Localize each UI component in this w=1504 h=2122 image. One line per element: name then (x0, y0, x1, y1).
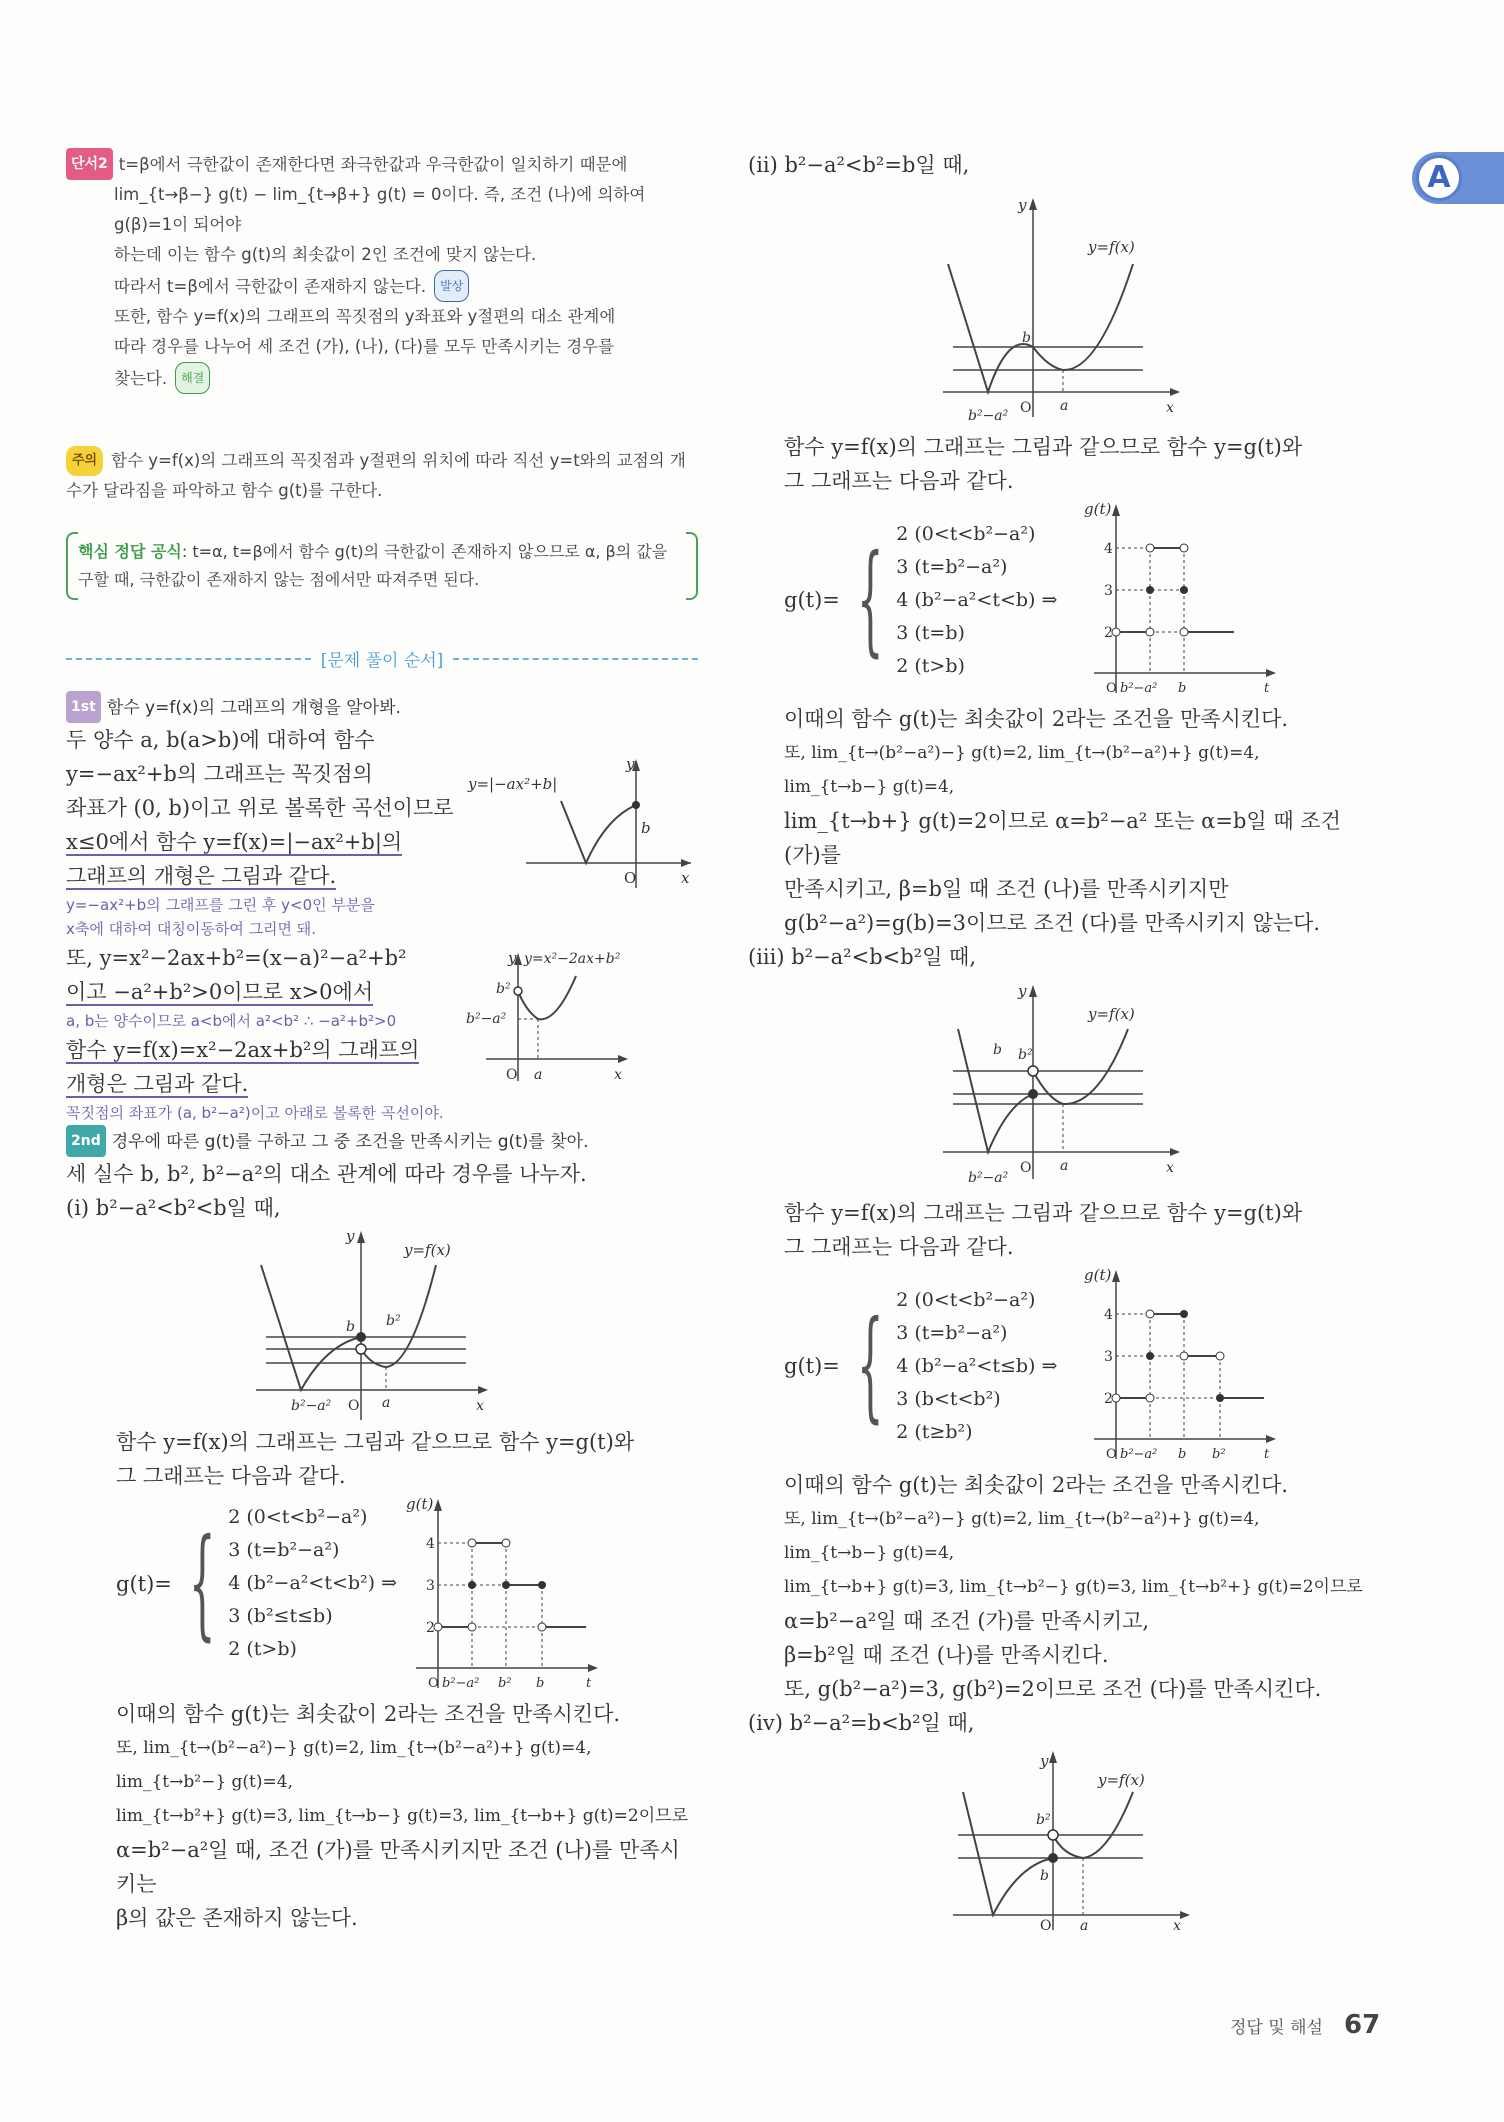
case3-text: 함수 y=f(x)의 그래프는 그림과 같으므로 함수 y=g(t)와 (784, 1201, 1303, 1225)
case2-piecewise (784, 506, 1084, 694)
parabola-graph-figure (466, 941, 696, 1091)
svg-text:4: 4 (426, 1536, 435, 1552)
key-formula-text: : t=α, t=β에서 함수 g(t)의 극한값이 존재하지 않으므로 α, β의 값을 구할 때, 극한값이 존재하지 않는 점에서만 따져주면 된다. (78, 542, 668, 589)
svg-text:b: b (1178, 1447, 1187, 1462)
case4-heading: (iv) b²−a²=b<b²일 때, (748, 1711, 975, 1735)
svg-text:O: O (506, 1067, 518, 1083)
caution-badge: 주의 (66, 446, 103, 476)
svg-text:4: 4 (1104, 1307, 1113, 1323)
svg-text:2: 2 (426, 1620, 435, 1636)
svg-text:b²: b² (496, 981, 511, 997)
svg-text:b²: b² (498, 1676, 512, 1691)
svg-text:b²: b² (1018, 1047, 1033, 1063)
right-column (748, 148, 1368, 1930)
key-formula-label: 핵심 정답 공식 (78, 542, 182, 561)
step2-title: 경우에 따른 g(t)를 구하고 그 중 조건을 만족시키는 g(t)를 찾아. (111, 1132, 589, 1152)
case3-conclusion: 또, g(b²−a²)=3, g(b²)=2이므로 조건 (다)를 만족시킨다. (784, 1677, 1322, 1701)
svg-text:b²: b² (386, 1313, 401, 1329)
svg-text:b²−a²: b²−a² (466, 1011, 507, 1027)
step2 (66, 1125, 698, 1935)
step2-badge: 2nd (66, 1125, 106, 1157)
case3-conclusion: 또, lim_{t→(b²−a²)−} g(t)=2, lim_{t→(b²−a²)+} g(t)=4, lim_{t→b−} g(t)=4, (784, 1509, 1260, 1563)
caution-block (66, 446, 698, 506)
step1-line: 개형은 그림과 같다. (66, 1072, 249, 1096)
svg-text:t: t (586, 1676, 592, 1691)
svg-text:b: b (536, 1676, 545, 1691)
svg-text:4: 4 (1104, 541, 1113, 557)
caution-text: 함수 y=f(x)의 그래프의 꼭짓점과 y절편의 위치에 따라 직선 y=t와의 교점의 개수가 달라짐을 파악하고 함수 g(t)를 구한다. (66, 451, 686, 500)
piecewise-lhs: g(t)= (784, 1354, 840, 1378)
case2-conclusion: lim_{t→b+} g(t)=2이므로 α=b²−a² 또는 α=b일 때 조건 (가)를 (784, 809, 1341, 867)
svg-text:y: y (346, 1227, 355, 1245)
piece-row: 3 (b<t<b²) (896, 1387, 1001, 1410)
case3-text: 그 그래프는 다음과 같다. (784, 1235, 1014, 1259)
svg-text:b: b (1178, 681, 1187, 696)
clue2-badge: 단서2 (66, 148, 113, 180)
case1-fx-graph (246, 1225, 506, 1425)
svg-text:b²−a²: b²−a² (1120, 1447, 1158, 1462)
piece-row: 2 (t≥b²) (896, 1420, 973, 1443)
svg-text:b: b (641, 819, 651, 837)
step1-line: 또, y=x²−2ax+b²=(x−a)²−a²+b² (66, 946, 407, 970)
key-formula-box (66, 532, 698, 600)
svg-text:y: y (1018, 196, 1027, 214)
case2-conclusion: 또, lim_{t→(b²−a²)−} g(t)=2, lim_{t→(b²−a²)+} g(t)=4, lim_{t→b−} g(t)=4, (784, 743, 1260, 797)
svg-text:b²−a²: b²−a² (968, 1170, 1009, 1184)
svg-text:b²: b² (1212, 1447, 1226, 1462)
clue2-block (66, 148, 698, 394)
axis-y-label: y (626, 755, 635, 773)
case3-piecewise (784, 1272, 1084, 1460)
case2-conclusion: g(b²−a²)=g(b)=3이므로 조건 (다)를 만족시키지 않는다. (784, 911, 1321, 935)
case1-text: 함수 y=f(x)의 그래프는 그림과 같으므로 함수 y=g(t)와 (116, 1430, 635, 1454)
case3-conclusion: β=b²일 때 조건 (나)를 만족시킨다. (784, 1643, 1109, 1667)
svg-text:3: 3 (1104, 1349, 1113, 1365)
page-footer (1230, 2010, 1380, 2040)
svg-text:y=f(x): y=f(x) (1098, 1771, 1145, 1789)
svg-text:O: O (624, 869, 637, 887)
case2-conclusion: 이때의 함수 g(t)는 최솟값이 2라는 조건을 만족시킨다. (784, 707, 1289, 731)
section-divider-label: [문제 풀이 순서] (320, 651, 444, 671)
piece-row: 3 (t=b) (896, 621, 965, 644)
step1-line: x≤0에서 함수 y=f(x)=|−ax²+b|의 (66, 830, 403, 854)
section-tab-a (1412, 152, 1504, 204)
svg-text:x: x (1173, 1918, 1181, 1930)
svg-text:3: 3 (1104, 583, 1113, 599)
piece-row: 4 (b²−a²<t<b) ⇒ (896, 588, 1058, 611)
svg-text:b²−a²: b²−a² (291, 1398, 332, 1414)
case1-conclusion: lim_{t→b²+} g(t)=3, lim_{t→b−} g(t)=3, lim_{t→b+} g(t)=2이므로 (116, 1806, 689, 1826)
piece-row: 3 (t=b²−a²) (228, 1539, 340, 1561)
brace-icon: { (856, 1296, 884, 1435)
case3-fx-graph (938, 974, 1198, 1184)
piece-row: 2 (0<t<b²−a²) (228, 1506, 368, 1528)
svg-text:O: O (428, 1676, 439, 1691)
abs-graph-figure (466, 723, 696, 893)
footer-label: 정답 및 해설 (1230, 2018, 1323, 2038)
step1-note: 꼭짓점의 좌표가 (a, b²−a²)이고 아래로 볼록한 곡선이야. (66, 1104, 444, 1122)
brace-icon: { (188, 1513, 216, 1653)
svg-text:g(t): g(t) (406, 1495, 434, 1513)
piecewise-lhs: g(t)= (116, 1571, 172, 1596)
svg-text:x: x (614, 1067, 622, 1083)
svg-text:b²−a²: b²−a² (1120, 681, 1158, 696)
case1-conclusion: 이때의 함수 g(t)는 최솟값이 2라는 조건을 만족시킨다. (116, 1702, 621, 1726)
clue2-line: 찾는다. (114, 369, 168, 388)
svg-text:y=f(x): y=f(x) (1088, 1005, 1135, 1023)
left-column (66, 148, 698, 1935)
svg-text:y=|−ax²+b|: y=|−ax²+b| (468, 775, 558, 793)
step1-line: 함수 y=f(x)=x²−2ax+b²의 그래프의 (66, 1038, 420, 1062)
svg-text:2: 2 (1104, 1391, 1113, 1407)
step1-note: a, b는 양수이므로 a<b에서 a²<b² ∴ −a²+b²>0 (66, 1012, 397, 1030)
insight-pill: 발상 (434, 270, 469, 302)
svg-text:b: b (993, 1042, 1002, 1058)
piece-row: 4 (b²−a²<t≤b) ⇒ (896, 1354, 1058, 1377)
svg-text:a: a (1060, 1158, 1069, 1174)
case1-piecewise (116, 1501, 406, 1666)
svg-text:x: x (476, 1398, 484, 1414)
piece-row: 3 (t=b²−a²) (896, 555, 1008, 578)
step1-note: x축에 대하여 대칭이동하여 그리면 돼. (66, 920, 317, 938)
case2-text: 그 그래프는 다음과 같다. (784, 469, 1014, 493)
clue2-line: 하는데 이는 함수 g(t)의 최솟값이 2인 조건에 맞지 않는다. (114, 245, 537, 264)
svg-text:b²: b² (1036, 1812, 1051, 1828)
page-number: 67 (1344, 2010, 1381, 2040)
svg-text:y: y (1018, 982, 1027, 1000)
svg-text:a: a (1060, 398, 1069, 414)
svg-text:g(t): g(t) (1084, 1266, 1112, 1284)
case3-heading: (iii) b²−a²<b<b²일 때, (748, 945, 977, 969)
case2-conclusion: 만족시키고, β=b일 때 조건 (나)를 만족시키지만 (784, 877, 1229, 901)
case1-heading: (i) b²−a²<b²<b일 때, (66, 1196, 281, 1220)
svg-text:O: O (1040, 1918, 1052, 1930)
section-divider (66, 646, 698, 671)
case3-conclusion: 이때의 함수 g(t)는 최솟값이 2라는 조건을 만족시킨다. (784, 1473, 1289, 1497)
step1-badge: 1st (66, 691, 101, 723)
section-letter: A (1416, 155, 1462, 201)
svg-text:y: y (1040, 1752, 1049, 1770)
svg-text:b: b (346, 1319, 355, 1335)
case1-conclusion: β의 값은 존재하지 않는다. (116, 1906, 358, 1930)
clue2-line: lim_{t→β−} g(t) − lim_{t→β+} g(t) = 0이다. 즉, 조건 (나)에 의하여 g(β)=1이 되어야 (114, 185, 646, 234)
svg-text:b: b (1022, 330, 1031, 346)
svg-text:b²−a²: b²−a² (968, 408, 1009, 422)
case4-fx-graph (948, 1740, 1208, 1930)
case2-text: 함수 y=f(x)의 그래프는 그림과 같으므로 함수 y=g(t)와 (784, 435, 1303, 459)
case3-conclusion: α=b²−a²일 때 조건 (가)를 만족시키고, (784, 1609, 1150, 1633)
piece-row: 2 (t>b) (228, 1638, 297, 1660)
svg-text:y=x²−2ax+b²: y=x²−2ax+b² (524, 951, 621, 967)
step1-line: 두 양수 a, b(a>b)에 대하여 함수 (66, 728, 375, 752)
svg-text:t: t (1264, 681, 1270, 696)
svg-text:x: x (1166, 400, 1174, 416)
case3-conclusion: lim_{t→b+} g(t)=3, lim_{t→b²−} g(t)=3, lim_{t→b²+} g(t)=2이므로 (784, 1577, 1363, 1597)
svg-text:O: O (1106, 1447, 1117, 1462)
case2-heading: (ii) b²−a²<b²=b일 때, (748, 153, 970, 177)
case2-gt-graph (1084, 498, 1284, 702)
piece-row: 2 (0<t<b²−a²) (896, 522, 1036, 545)
step1-line: 이고 −a²+b²>0이므로 x>0에서 (66, 980, 374, 1004)
step2-intro: 세 실수 b, b², b²−a²의 대소 관계에 따라 경우를 나누자. (66, 1162, 587, 1186)
svg-text:y: y (508, 949, 517, 967)
case2-fx-graph (938, 182, 1198, 422)
brace-icon: { (856, 530, 884, 669)
svg-text:2: 2 (1104, 625, 1113, 641)
piece-row: 3 (b²≤t≤b) (228, 1605, 333, 1627)
svg-text:y=f(x): y=f(x) (404, 1241, 451, 1259)
case1-conclusion: 또, lim_{t→(b²−a²)−} g(t)=2, lim_{t→(b²−a²)+} g(t)=4, lim_{t→b²−} g(t)=4, (116, 1738, 592, 1792)
case1-conclusion: α=b²−a²일 때, 조건 (가)를 만족시키지만 조건 (나)를 만족시키는 (116, 1838, 680, 1896)
piece-row: 2 (0<t<b²−a²) (896, 1288, 1036, 1311)
step1-line: 좌표가 (0, b)이고 위로 볼록한 곡선이므로 (66, 796, 454, 820)
piece-row: 2 (t>b) (896, 654, 965, 677)
svg-text:O: O (348, 1398, 360, 1414)
svg-text:b²−a²: b²−a² (442, 1676, 480, 1691)
piece-row: 3 (t=b²−a²) (896, 1321, 1008, 1344)
svg-text:x: x (681, 869, 690, 887)
svg-text:y=f(x): y=f(x) (1088, 238, 1135, 256)
case1-text: 그 그래프는 다음과 같다. (116, 1464, 346, 1488)
piece-row: 4 (b²−a²<t<b²) ⇒ (228, 1572, 398, 1594)
step1-line: 그래프의 개형은 그림과 같다. (66, 864, 337, 888)
svg-text:t: t (1264, 1447, 1270, 1462)
piecewise-lhs: g(t)= (784, 588, 840, 612)
svg-text:x: x (1166, 1160, 1174, 1176)
clue2-line: t=β에서 극한값이 존재한다면 좌극한값과 우극한값이 일치하기 때문에 (118, 155, 628, 174)
clue2-line: 따라 경우를 나누어 세 조건 (가), (나), (다)를 모두 만족시키는 경우를 (114, 337, 615, 356)
step1-note: y=−ax²+b의 그래프를 그린 후 y<0인 부분을 (66, 896, 375, 914)
svg-text:3: 3 (426, 1578, 435, 1594)
step1-line: y=−ax²+b의 그래프는 꼭짓점의 (66, 762, 373, 786)
svg-text:a: a (534, 1067, 543, 1083)
case1-gt-graph (406, 1493, 606, 1697)
svg-text:a: a (1080, 1918, 1089, 1930)
clue2-line: 또한, 함수 y=f(x)의 그래프의 꼭짓점의 y좌표와 y절편의 대소 관계에 (114, 307, 616, 326)
case3-gt-graph (1084, 1264, 1284, 1468)
step1-title: 함수 y=f(x)의 그래프의 개형을 알아봐. (106, 698, 401, 718)
svg-text:g(t): g(t) (1084, 500, 1112, 518)
svg-text:O: O (1106, 681, 1117, 696)
svg-text:b: b (1040, 1868, 1049, 1884)
svg-text:O: O (1020, 400, 1032, 416)
clue2-line: 따라서 t=β에서 극한값이 존재하지 않는다. (114, 277, 427, 296)
step1 (66, 691, 698, 1125)
solve-pill: 해결 (175, 362, 210, 394)
svg-text:O: O (1020, 1160, 1032, 1176)
svg-text:a: a (382, 1395, 391, 1411)
